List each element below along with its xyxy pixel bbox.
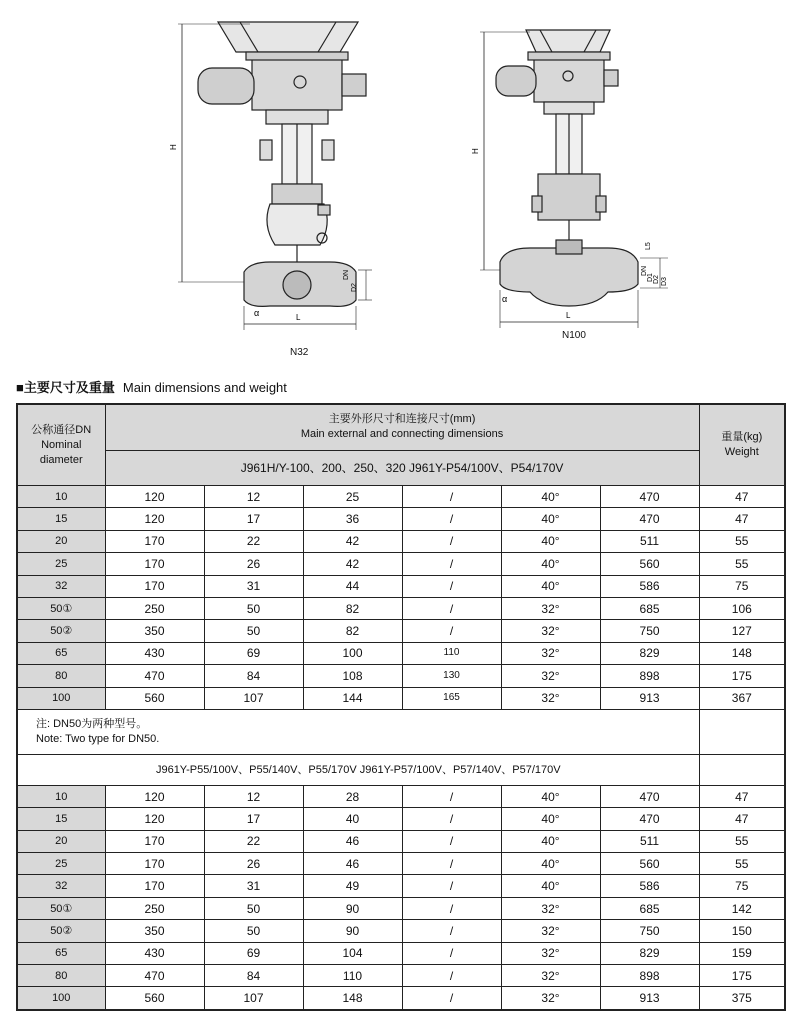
dimension-cell: / bbox=[402, 965, 501, 987]
dimension-cell: 750 bbox=[600, 620, 699, 642]
dn-cell: 10 bbox=[17, 785, 105, 807]
dimension-cell: / bbox=[402, 530, 501, 552]
dimension-cell: 31 bbox=[204, 875, 303, 897]
dimension-cell: 46 bbox=[303, 830, 402, 852]
dim-alpha-left: α bbox=[254, 308, 260, 318]
model-line-1: J961H/Y-100、200、250、320 J961Y-P54/100V、P54/170V bbox=[105, 450, 699, 485]
dimension-cell: 17 bbox=[204, 508, 303, 530]
weight-cell: 127 bbox=[699, 620, 785, 642]
table-row bbox=[17, 597, 785, 619]
dimension-cell: 470 bbox=[600, 808, 699, 830]
weight-cell: 159 bbox=[699, 942, 785, 964]
dims-header bbox=[105, 404, 699, 450]
weight-cell: 47 bbox=[699, 508, 785, 530]
dimension-cell: 40° bbox=[501, 530, 600, 552]
dim-l-left: L bbox=[296, 313, 301, 322]
dimension-cell: 560 bbox=[600, 553, 699, 575]
dimension-cell: 22 bbox=[204, 830, 303, 852]
valve-n100-drawing bbox=[480, 30, 668, 328]
dimension-cell: 90 bbox=[303, 897, 402, 919]
dims-header-zh: 主要外形尺寸和连接尺寸(mm) bbox=[328, 413, 476, 426]
dimension-cell: 110 bbox=[303, 965, 402, 987]
dn-cell: 15 bbox=[17, 508, 105, 530]
dimension-cell: 470 bbox=[600, 785, 699, 807]
section-heading bbox=[16, 377, 287, 396]
dimension-cell: 40° bbox=[501, 486, 600, 508]
weight-cell: 150 bbox=[699, 920, 785, 942]
dimension-cell: 12 bbox=[204, 486, 303, 508]
dn-cell: 50① bbox=[17, 597, 105, 619]
weight-cell: 55 bbox=[699, 830, 785, 852]
weight-cell: 375 bbox=[699, 987, 785, 1010]
dn-cell: 32 bbox=[17, 575, 105, 597]
dim-h-right: H bbox=[471, 148, 480, 154]
dim-d3-right: D3 bbox=[661, 277, 668, 286]
dimension-cell: 250 bbox=[105, 597, 204, 619]
weight-cell: 175 bbox=[699, 965, 785, 987]
dimension-cell: 120 bbox=[105, 486, 204, 508]
table-row bbox=[17, 642, 785, 664]
dimension-cell: 32° bbox=[501, 965, 600, 987]
dimension-cell: 685 bbox=[600, 897, 699, 919]
dn-cell: 50① bbox=[17, 897, 105, 919]
dimension-cell: / bbox=[402, 553, 501, 575]
dimension-cell: 40 bbox=[303, 808, 402, 830]
dimension-cell: 104 bbox=[303, 942, 402, 964]
table-row bbox=[17, 508, 785, 530]
dimension-cell: 50 bbox=[204, 597, 303, 619]
dn-cell: 80 bbox=[17, 965, 105, 987]
header-row-1 bbox=[17, 404, 785, 450]
dn-cell: 32 bbox=[17, 875, 105, 897]
dimension-cell: / bbox=[402, 897, 501, 919]
dimension-cell: / bbox=[402, 620, 501, 642]
dimension-cell: 108 bbox=[303, 665, 402, 687]
weight-header-en: Weight bbox=[724, 446, 759, 458]
dimension-cell: / bbox=[402, 987, 501, 1010]
dn-cell: 50② bbox=[17, 920, 105, 942]
dimension-cell: 107 bbox=[204, 987, 303, 1010]
dimension-cell: 130 bbox=[402, 665, 501, 687]
dim-d2-left: D2 bbox=[351, 283, 358, 292]
dimension-cell: 32° bbox=[501, 665, 600, 687]
dims-header-en: Main external and connecting dimensions bbox=[300, 428, 504, 441]
dimension-cell: / bbox=[402, 920, 501, 942]
table-row bbox=[17, 620, 785, 642]
dimension-cell: 100 bbox=[303, 642, 402, 664]
dimension-cell: 40° bbox=[501, 553, 600, 575]
model-line-2-row bbox=[17, 754, 785, 785]
dn-cell: 50② bbox=[17, 620, 105, 642]
dim-h-left: H bbox=[169, 144, 178, 150]
table-row bbox=[17, 553, 785, 575]
dn-cell: 20 bbox=[17, 830, 105, 852]
dimension-cell: 17 bbox=[204, 808, 303, 830]
dimension-cell: 69 bbox=[204, 642, 303, 664]
dimension-cell: 511 bbox=[600, 530, 699, 552]
dimension-cell: 685 bbox=[600, 597, 699, 619]
weight-cell: 47 bbox=[699, 486, 785, 508]
table-row bbox=[17, 830, 785, 852]
weight-cell: 75 bbox=[699, 875, 785, 897]
dn-cell: 20 bbox=[17, 530, 105, 552]
dimension-cell: 586 bbox=[600, 575, 699, 597]
dim-dn-right: DN bbox=[641, 265, 648, 276]
dimension-cell: 350 bbox=[105, 620, 204, 642]
dimension-cell: 32° bbox=[501, 942, 600, 964]
dimension-cell: 32° bbox=[501, 620, 600, 642]
weight-cell: 175 bbox=[699, 665, 785, 687]
dimension-cell: 170 bbox=[105, 553, 204, 575]
dimension-cell: 560 bbox=[105, 987, 204, 1010]
table-row bbox=[17, 875, 785, 897]
dimension-cell: 898 bbox=[600, 665, 699, 687]
dimension-cell: 250 bbox=[105, 897, 204, 919]
table-row bbox=[17, 965, 785, 987]
weight-cell: 55 bbox=[699, 553, 785, 575]
dimension-cell: 22 bbox=[204, 530, 303, 552]
dimension-cell: 470 bbox=[105, 965, 204, 987]
dimension-cell: 144 bbox=[303, 687, 402, 709]
dimension-cell: 82 bbox=[303, 620, 402, 642]
dimension-cell: 430 bbox=[105, 642, 204, 664]
dimension-cell: 40° bbox=[501, 508, 600, 530]
dimension-cell: 913 bbox=[600, 687, 699, 709]
dimension-cell: 40° bbox=[501, 853, 600, 875]
table-row bbox=[17, 987, 785, 1010]
dimension-cell: 82 bbox=[303, 597, 402, 619]
dimension-cell: 36 bbox=[303, 508, 402, 530]
model-line-2-empty bbox=[699, 754, 785, 785]
dim-l5-right: L5 bbox=[645, 242, 652, 250]
weight-cell: 142 bbox=[699, 897, 785, 919]
dimension-cell: 829 bbox=[600, 942, 699, 964]
caption-n32: N32 bbox=[290, 347, 309, 358]
dimension-cell: 26 bbox=[204, 853, 303, 875]
dimension-cell: 107 bbox=[204, 687, 303, 709]
dn-cell: 65 bbox=[17, 942, 105, 964]
table-row bbox=[17, 785, 785, 807]
dimension-cell: 430 bbox=[105, 942, 204, 964]
dimension-cell: 46 bbox=[303, 853, 402, 875]
dn-cell: 10 bbox=[17, 486, 105, 508]
table-row bbox=[17, 575, 785, 597]
table-row bbox=[17, 897, 785, 919]
dim-d1-right: D1 bbox=[647, 273, 654, 282]
dn-cell: 80 bbox=[17, 665, 105, 687]
dimension-cell: 28 bbox=[303, 785, 402, 807]
dimension-cell: 32° bbox=[501, 987, 600, 1010]
dn-header bbox=[17, 404, 105, 486]
dn-cell: 25 bbox=[17, 853, 105, 875]
dimension-cell: / bbox=[402, 875, 501, 897]
note-empty-cell bbox=[699, 709, 785, 754]
dn-cell: 15 bbox=[17, 808, 105, 830]
table-row bbox=[17, 530, 785, 552]
dimension-cell: / bbox=[402, 486, 501, 508]
valve-n32-drawing bbox=[178, 22, 372, 330]
caption-n100: N100 bbox=[562, 330, 586, 341]
dimension-cell: 560 bbox=[600, 853, 699, 875]
dimension-cell: 165 bbox=[402, 687, 501, 709]
dimension-cell: 750 bbox=[600, 920, 699, 942]
table-row bbox=[17, 687, 785, 709]
dimension-cell: 170 bbox=[105, 530, 204, 552]
dimension-cell: 40° bbox=[501, 575, 600, 597]
dimension-cell: 586 bbox=[600, 875, 699, 897]
dn-header-zh: 公称通径DN bbox=[31, 423, 92, 436]
dimension-cell: 90 bbox=[303, 920, 402, 942]
model-line-2: J961Y-P55/100V、P55/140V、P55/170V J961Y-P57/100V、P57/140V、P57/170V bbox=[17, 754, 699, 785]
dimension-cell: 470 bbox=[600, 486, 699, 508]
dimension-cell: 84 bbox=[204, 665, 303, 687]
dimension-cell: / bbox=[402, 808, 501, 830]
dimension-cell: 12 bbox=[204, 785, 303, 807]
dimension-cell: 120 bbox=[105, 508, 204, 530]
dimension-cell: / bbox=[402, 942, 501, 964]
dn-cell: 65 bbox=[17, 642, 105, 664]
table-row bbox=[17, 486, 785, 508]
dimension-cell: 470 bbox=[600, 508, 699, 530]
dimension-cell: / bbox=[402, 830, 501, 852]
dn-cell: 100 bbox=[17, 687, 105, 709]
dimension-cell: / bbox=[402, 597, 501, 619]
valve-drawings bbox=[0, 0, 800, 370]
weight-cell: 106 bbox=[699, 597, 785, 619]
dimension-cell: / bbox=[402, 508, 501, 530]
dimension-cell: 511 bbox=[600, 830, 699, 852]
dimension-cell: 49 bbox=[303, 875, 402, 897]
dim-dn-left: DN bbox=[343, 269, 350, 280]
dimension-cell: 32° bbox=[501, 597, 600, 619]
dimension-cell: 110 bbox=[402, 642, 501, 664]
dimension-cell: 470 bbox=[105, 665, 204, 687]
weight-cell: 47 bbox=[699, 785, 785, 807]
table-row bbox=[17, 942, 785, 964]
dimension-cell: 560 bbox=[105, 687, 204, 709]
dimension-cell: 42 bbox=[303, 553, 402, 575]
weight-cell: 55 bbox=[699, 853, 785, 875]
dim-alpha-right: α bbox=[502, 294, 508, 304]
dimension-cell: 50 bbox=[204, 897, 303, 919]
dimension-cell: 829 bbox=[600, 642, 699, 664]
dimension-cell: 50 bbox=[204, 920, 303, 942]
table-row bbox=[17, 665, 785, 687]
note-cell bbox=[17, 709, 699, 754]
table-row bbox=[17, 853, 785, 875]
weight-cell: 75 bbox=[699, 575, 785, 597]
dimension-cell: 898 bbox=[600, 965, 699, 987]
header-row-2 bbox=[17, 450, 785, 485]
dn-cell: 100 bbox=[17, 987, 105, 1010]
dimension-cell: 120 bbox=[105, 785, 204, 807]
dim-d2-right: D2 bbox=[653, 275, 660, 284]
dimension-cell: 42 bbox=[303, 530, 402, 552]
dimension-cell: 40° bbox=[501, 830, 600, 852]
dimension-cell: 170 bbox=[105, 875, 204, 897]
dimension-cell: 44 bbox=[303, 575, 402, 597]
dimension-cell: / bbox=[402, 853, 501, 875]
dimension-cell: 170 bbox=[105, 853, 204, 875]
weight-cell: 367 bbox=[699, 687, 785, 709]
weight-header-zh: 重量(kg) bbox=[721, 431, 763, 443]
weight-header bbox=[699, 404, 785, 486]
weight-cell: 47 bbox=[699, 808, 785, 830]
dimension-cell: 84 bbox=[204, 965, 303, 987]
dimension-cell: 25 bbox=[303, 486, 402, 508]
dimension-cell: 170 bbox=[105, 830, 204, 852]
weight-cell: 55 bbox=[699, 530, 785, 552]
dimension-cell: 148 bbox=[303, 987, 402, 1010]
heading-zh: ■主要尺寸及重量 bbox=[16, 380, 115, 395]
dn-header-en-1: Nominal bbox=[41, 438, 82, 451]
dimension-cell: 26 bbox=[204, 553, 303, 575]
dimension-cell: / bbox=[402, 785, 501, 807]
dimension-cell: 40° bbox=[501, 875, 600, 897]
dn-header-en-2: diameter bbox=[39, 453, 83, 466]
dimension-cell: 31 bbox=[204, 575, 303, 597]
dimension-cell: 40° bbox=[501, 808, 600, 830]
dimension-cell: 350 bbox=[105, 920, 204, 942]
dimension-cell: 32° bbox=[501, 897, 600, 919]
dimension-cell: 69 bbox=[204, 942, 303, 964]
dn-cell: 25 bbox=[17, 553, 105, 575]
dimension-cell: 32° bbox=[501, 920, 600, 942]
weight-cell: 148 bbox=[699, 642, 785, 664]
dimension-cell: / bbox=[402, 575, 501, 597]
heading-en: Main dimensions and weight bbox=[122, 380, 287, 395]
note-row bbox=[17, 709, 785, 754]
dimension-cell: 170 bbox=[105, 575, 204, 597]
dimension-cell: 913 bbox=[600, 987, 699, 1010]
dimension-cell: 120 bbox=[105, 808, 204, 830]
dimensions-table bbox=[16, 403, 786, 1011]
dimension-cell: 32° bbox=[501, 642, 600, 664]
dimension-cell: 50 bbox=[204, 620, 303, 642]
note-en: Note: Two type for DN50. bbox=[36, 732, 160, 745]
note-zh: 注: DN50为两种型号。 bbox=[36, 717, 148, 730]
dimension-cell: 32° bbox=[501, 687, 600, 709]
dimension-cell: 40° bbox=[501, 785, 600, 807]
table-row bbox=[17, 808, 785, 830]
table-row bbox=[17, 920, 785, 942]
dim-l-right: L bbox=[566, 311, 571, 320]
